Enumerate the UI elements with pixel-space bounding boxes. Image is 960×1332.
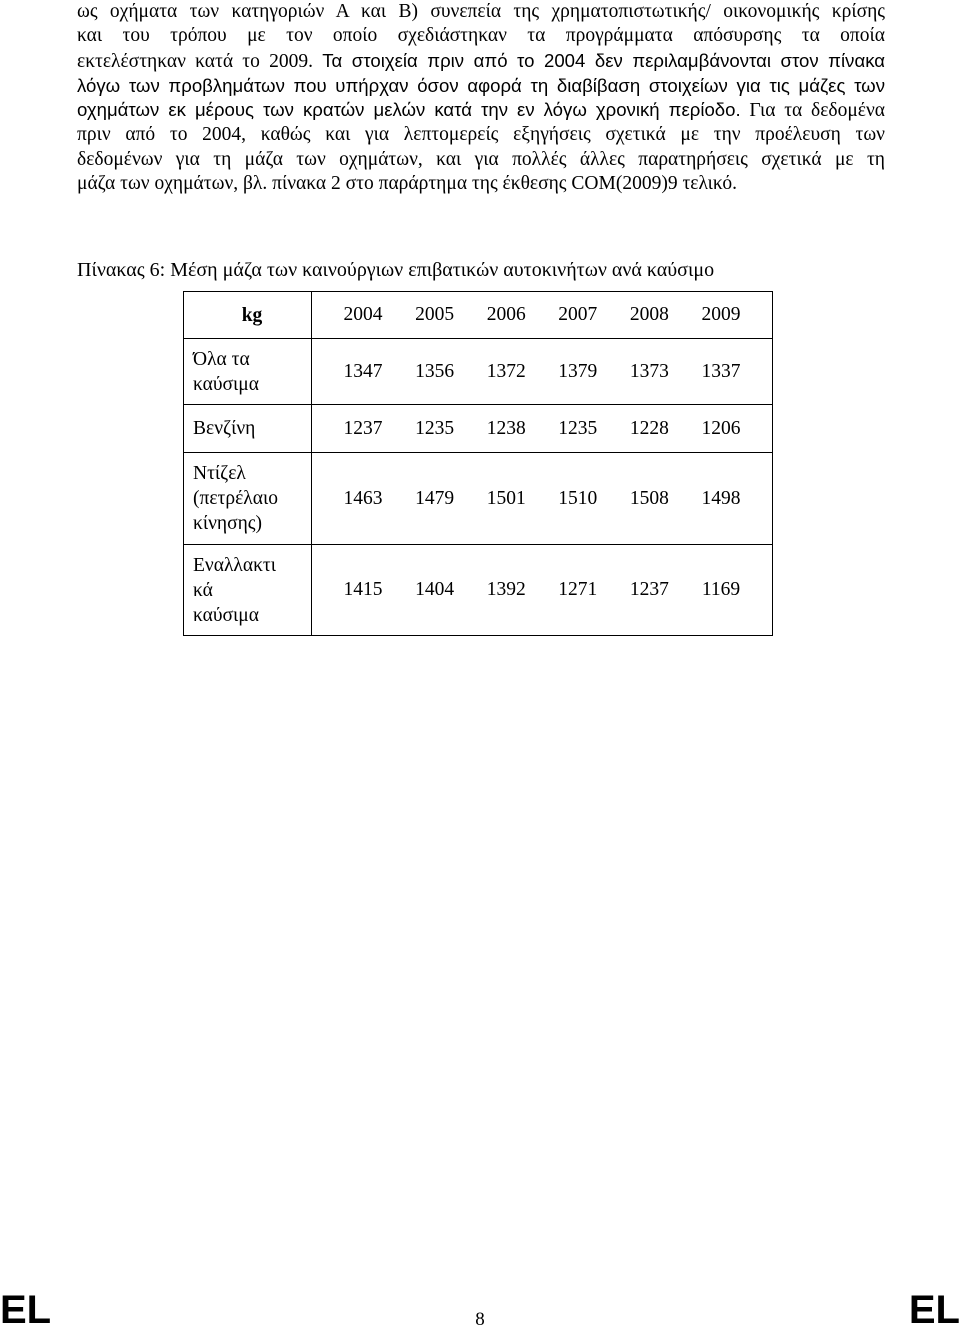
paragraph-line: και του τρόπου με τον οποίο σχεδιάστηκαν τα προγράμματα απόσυρσης τα οποία: [77, 25, 885, 47]
value-cell: 1373: [629, 360, 669, 382]
year-header: 2009: [701, 304, 741, 325]
value-cell: 1228: [629, 417, 669, 439]
value-cell: 1508: [629, 487, 669, 509]
table-row: [184, 405, 773, 453]
value-cell: 1479: [415, 487, 455, 509]
value-cell: 1169: [701, 579, 741, 600]
paragraph-fragment: Για τα δεδομένα: [749, 100, 885, 122]
year-header-values: [312, 304, 772, 326]
value-cell: 1404: [415, 579, 455, 600]
fuel-mass-table: [183, 291, 773, 636]
row-label-cell: [184, 453, 312, 545]
table-row: [184, 339, 773, 405]
value-cell: 1379: [558, 360, 598, 382]
year-header: 2005: [415, 304, 455, 325]
value-cell: 1237: [629, 579, 669, 600]
row-values: [312, 418, 772, 440]
row-values-cell: [312, 545, 773, 636]
table-row: [184, 545, 773, 636]
paragraph-line: ως οχήματα των κατηγοριών Α και Β) συνεπεία της χρηματοπιστωτικής/ οικονομικής κρίσης: [77, 1, 885, 22]
row-label-cell: [184, 339, 312, 405]
row-label-cell: [184, 545, 312, 636]
paragraph-fragment: Τα στοιχεία πριν από το 2004 δεν περιλαμβάνονται στον πίνακα: [322, 49, 886, 71]
row-label-line: καύσιμα: [193, 604, 259, 626]
value-cell: 1463: [343, 487, 383, 509]
row-label-line: Ντίζελ: [193, 463, 246, 484]
year-header: 2004: [343, 304, 383, 325]
value-cell: 1356: [415, 360, 455, 382]
year-header: 2007: [558, 304, 598, 325]
row-label-line: Όλα τα: [193, 348, 250, 370]
value-cell: 1271: [558, 579, 598, 600]
value-cell: 1415: [343, 579, 383, 600]
body-paragraph: [77, 0, 885, 196]
value-cell: 1392: [486, 579, 526, 600]
value-cell: 1235: [558, 417, 598, 439]
page-number: 8: [475, 1309, 485, 1330]
row-label-cell: [184, 405, 312, 453]
table-caption: Πίνακας 6: Μέση μάζα των καινούργιων επιβατικών αυτοκινήτων ανά καύσιμο: [77, 259, 715, 281]
value-cell: 1501: [486, 487, 526, 509]
table-header-row: [184, 292, 773, 339]
value-cell: 1498: [701, 487, 741, 509]
year-header: 2008: [629, 304, 669, 325]
row-label-line: καύσιμα: [193, 373, 259, 395]
paragraph-line: πριν από το 2004, καθώς και για λεπτομερείς εξηγήσεις σχετικά με την προέλευση των: [77, 124, 885, 146]
row-label-line: κίνησης): [193, 513, 263, 534]
year-header-cell: [312, 292, 773, 339]
row-label-line: κά: [193, 579, 213, 601]
row-values: [312, 361, 772, 383]
row-values: [312, 488, 772, 510]
value-cell: 1372: [486, 360, 526, 382]
table-row: [184, 453, 773, 545]
row-values-cell: [312, 339, 773, 405]
value-cell: 1206: [701, 417, 741, 439]
unit-label: kg: [241, 304, 263, 326]
paragraph-line: μάζα των οχημάτων, βλ. πίνακα 2 στο παράρτημα της έκθεσης COM(2009)9 τελικό.: [77, 173, 737, 195]
value-cell: 1337: [701, 360, 741, 382]
value-cell: 1235: [415, 417, 455, 439]
row-label-line: Εναλλακτι: [193, 554, 276, 576]
row-values-cell: [312, 405, 773, 453]
paragraph-line: δεδομένων για τη μάζα των οχημάτων, και για πολλές άλλες παρατηρήσεις σχετικά με τη: [77, 148, 885, 170]
paragraph-fragment: εκτελέστηκαν κατά το 2009.: [77, 50, 313, 72]
value-cell: 1347: [343, 360, 383, 382]
paragraph-line: [77, 49, 885, 74]
value-cell: 1238: [486, 417, 526, 439]
unit-header-cell: [184, 292, 312, 339]
row-values: [312, 579, 772, 601]
footer-language-code-right: EL: [908, 1288, 960, 1332]
year-header: 2006: [486, 304, 526, 325]
paragraph-fragment: οχημάτων εκ μέρους των κρατών μελών κατά την εν λόγω χρονική περίοδο.: [77, 99, 741, 121]
paragraph-line: λόγω των προβλημάτων που υπήρχαν όσον αφορά τη διαβίβαση στοιχείων για τις μάζες των: [77, 74, 885, 96]
footer-language-code-left: EL: [0, 1288, 52, 1332]
value-cell: 1510: [558, 487, 598, 509]
row-label-line: (πετρέλαιο: [193, 488, 278, 509]
value-cell: 1237: [343, 417, 383, 439]
paragraph-line: [77, 98, 885, 123]
row-values-cell: [312, 453, 773, 545]
row-label-line: Βενζίνη: [193, 418, 256, 439]
